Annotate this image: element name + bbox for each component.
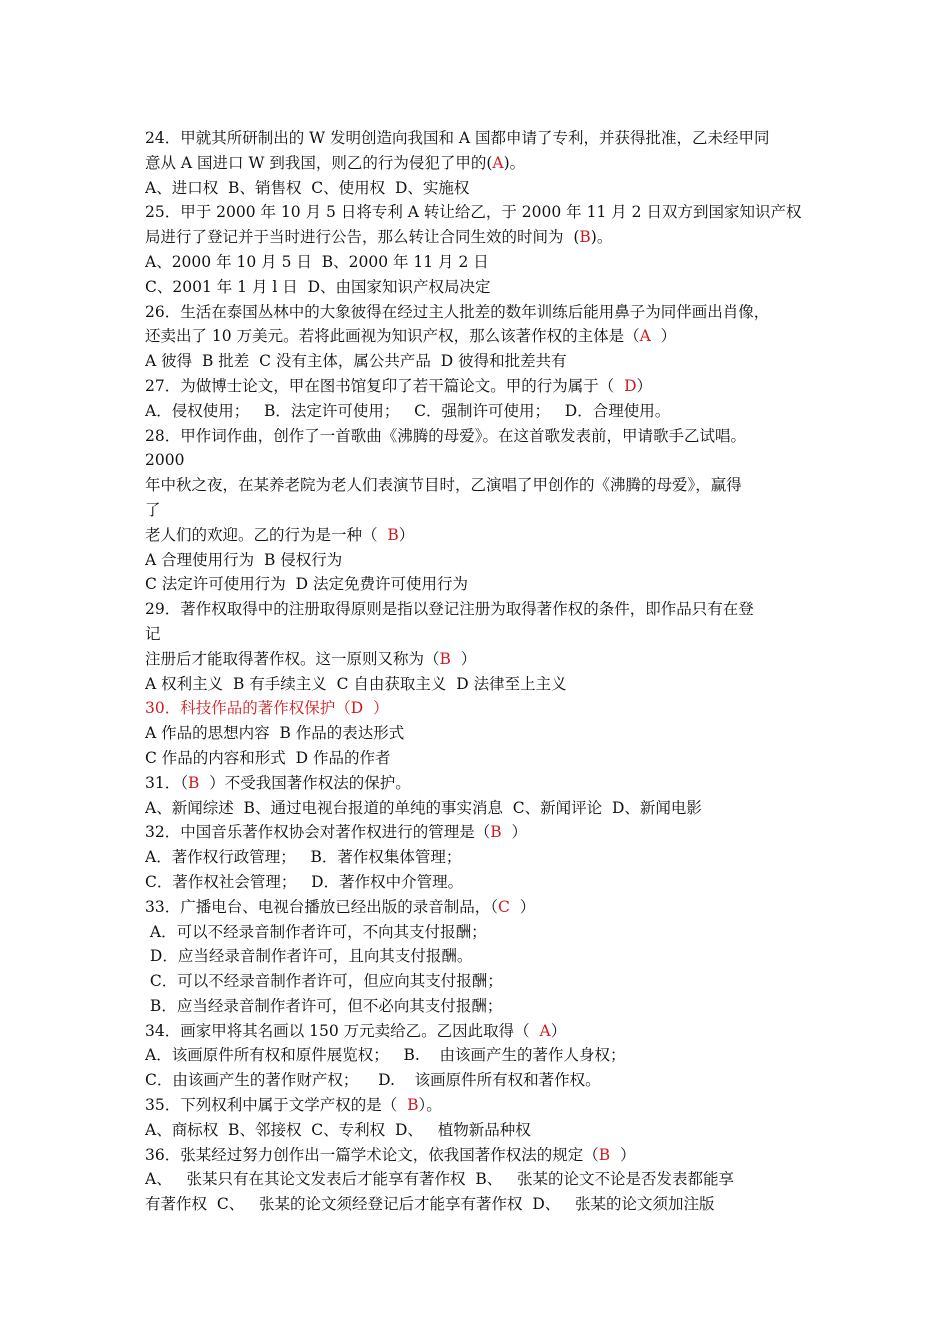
answer-letter: B [490,823,502,842]
text-line [145,895,815,920]
text-line [145,771,815,796]
line-text-tail: ） [610,1145,636,1164]
text-line [145,225,815,250]
answer-letter: B [598,1145,611,1164]
line-text-tail: ） [636,376,653,395]
line-text: A、新闻综述 B、通过电视台报道的单纯的事实消息 C、新闻评论 D、新闻电影 [145,798,702,817]
line-text: C、2001 年 1 月 l 日 D、由国家知识产权局决定 [145,277,491,296]
text-line [145,448,815,473]
text-line [145,746,815,771]
line-text: C．著作权社会管理； D．著作权中介管理。 [145,872,464,891]
text-line [145,498,815,523]
text-line [145,1118,815,1143]
text-line [145,399,815,424]
text-line [145,969,815,994]
answer-letter: A [639,327,651,346]
line-text: 老人们的欢迎。乙的行为是一种（ [145,525,388,544]
line-text: D．应当经录音制作者许可，且向其支付报酬。 [145,947,473,966]
text-line [145,523,815,548]
line-text: A 合理使用行为 B 侵权行为 [145,550,343,569]
text-line [145,176,815,201]
text-line [145,845,815,870]
text-line [145,920,815,945]
text-line [145,1068,815,1093]
text-line [145,349,815,374]
line-text: 意从 A 国进口 W 到我国，则乙的行为侵犯了甲的( [145,153,493,172]
line-text: A、2000 年 10 月 5 日 B、2000 年 11 月 2 日 [145,252,489,271]
line-text: A．侵权使用； B．法定许可使用； C．强制许可使用； D．合理使用。 [145,401,671,420]
answer-letter: D [624,376,637,395]
line-text: 33．广播电台、电视台播放已经出版的录音制品，（ [145,897,498,916]
line-text: 有著作权 C、 张某的论文须经登记后才能享有著作权 D、 张某的论文须加注版 [145,1195,715,1214]
answer-letter: B [387,525,399,544]
text-line [145,1143,815,1168]
answer-letter: B [187,773,200,792]
line-text: 还卖出了 10 万美元。若将此画视为知识产权，那么该著作权的主体是（ [145,327,640,346]
line-text: C 法定许可使用行为 D 法定免费许可使用行为 [145,575,468,594]
text-line [145,275,815,300]
answer-letter: A [492,153,504,172]
answer-letter: B [439,649,451,668]
text-line [145,126,815,151]
text-line [145,721,815,746]
text-line [145,672,815,697]
text-line [145,647,815,672]
text-line [145,1043,815,1068]
line-text: B．应当经录音制作者许可，但不必向其支付报酬； [145,996,503,1015]
text-line [145,994,815,1019]
answer-letter: D [350,699,364,718]
line-text: C．可以不经录音制作者许可，但应向其支付报酬； [145,972,503,991]
text-line [145,696,815,721]
text-line [145,820,815,845]
text-line [145,300,815,325]
answer-letter: B [407,1096,419,1115]
line-text: 25．甲于 2000 年 10 月 5 日将专利 A 转让给乙，于 2000 年 11 月 2 日双方到国家知识产权 [145,203,802,222]
text-line [145,1192,815,1217]
line-text: 记 [145,624,161,643]
line-text: A 权利主义 B 有手续主义 C 自由获取主义 D 法律至上主义 [145,674,567,693]
line-text-tail: ） [509,897,536,916]
line-text: 了 [145,500,161,519]
line-text-tail: ） [501,823,527,842]
text-line [145,424,815,449]
line-text: A 作品的思想内容 B 作品的表达形式 [145,724,405,743]
text-line [145,1019,815,1044]
answer-letter: A [539,1021,551,1040]
line-text: 32．中国音乐著作权协会对著作权进行的管理是（ [145,823,491,842]
line-text: 28．甲作词作曲，创作了一首歌曲《沸腾的母爱》。在这首歌发表前，甲请歌手乙试唱。 [145,426,746,445]
line-text-tail: )。 [590,228,613,247]
line-text: 年中秋之夜，在某养老院为老人们表演节目时，乙演唱了甲创作的《沸腾的母爱》，赢得 [145,476,742,495]
line-text-tail: ） [550,1021,567,1040]
text-line [145,324,815,349]
text-line [145,200,815,225]
text-line [145,944,815,969]
line-text: 2000 [145,451,185,470]
line-text: A．可以不经录音制作者许可，不向其支付报酬； [145,922,487,941]
line-text: 24．甲就其所研制出的 W 发明创造向我国和 A 国都申请了专利，并获得批准，乙未经甲同 [145,129,770,147]
line-text: A．该画原件所有权和原件展览权； B. 由该画产生的著作人身权； [145,1046,626,1065]
line-text-tail: ） [650,327,677,346]
answer-letter: B [579,228,591,247]
text-line [145,597,815,622]
text-line [145,151,815,176]
text-line [145,473,815,498]
text-line [145,796,815,821]
line-text: 35．下列权利中属于文学产权的是（ [145,1096,408,1115]
line-text-tail: ） [450,649,477,668]
text-line [145,1167,815,1192]
line-text: A 彼得 B 批差 C 没有主体，属公共产品 D 彼得和批差共有 [145,352,567,371]
line-text: 36．张某经过努力创作出一篇学术论文，依我国著作权法的规定（ [145,1145,599,1164]
line-text-tail: ）。 [418,1096,442,1115]
text-line [145,548,815,573]
line-text: 29．著作权取得中的注册取得原则是指以登记注册为取得著作权的条件，即作品只有在登 [145,600,754,619]
answer-letter: C [497,897,510,916]
line-text: A、进口权 B、销售权 C、使用权 D、实施权 [145,178,470,197]
line-text: A、 张某只有在其论文发表后才能享有著作权 B、 张某的论文不论是否发表都能享 [145,1170,735,1189]
line-text: C 作品的内容和形式 D 作品的作者 [145,748,391,767]
line-text: 31．（ [145,773,188,792]
line-text-tail: ） [398,525,415,544]
line-text: C．由该画产生的著作财产权； D. 该画原件所有权和著作权。 [145,1071,601,1090]
line-text: 局进行了登记并于当时进行公告，那么转让合同生效的时间为 ( [145,228,580,247]
line-text: 26．生活在泰国丛林中的大象彼得在经过主人批差的数年训练后能用鼻子为同伴画出肖像， [145,302,770,321]
text-line [145,1093,815,1118]
text-line [145,870,815,895]
line-text: A、商标权 B、邻接权 C、专利权 D、 植物新品种权 [145,1120,531,1139]
question-list [145,126,815,1217]
line-text-tail: ） [363,699,389,718]
text-line [145,250,815,275]
line-text: A．著作权行政管理； B．著作权集体管理； [145,848,462,867]
line-text: 27．为做博士论文，甲在图书馆复印了若干篇论文。甲的行为属于（ [145,376,625,395]
text-line [145,572,815,597]
text-line [145,622,815,647]
line-text-tail: ）不受我国著作权法的保护。 [199,773,411,792]
line-text: 34．画家甲将其名画以 150 万元卖给乙。乙因此取得（ [145,1021,540,1040]
line-text: 30．科技作品的著作权保护（ [145,699,351,718]
text-line [145,374,815,399]
line-text-tail: )。 [503,153,526,172]
line-text: 注册后才能取得著作权。这一原则又称为（ [145,649,440,668]
